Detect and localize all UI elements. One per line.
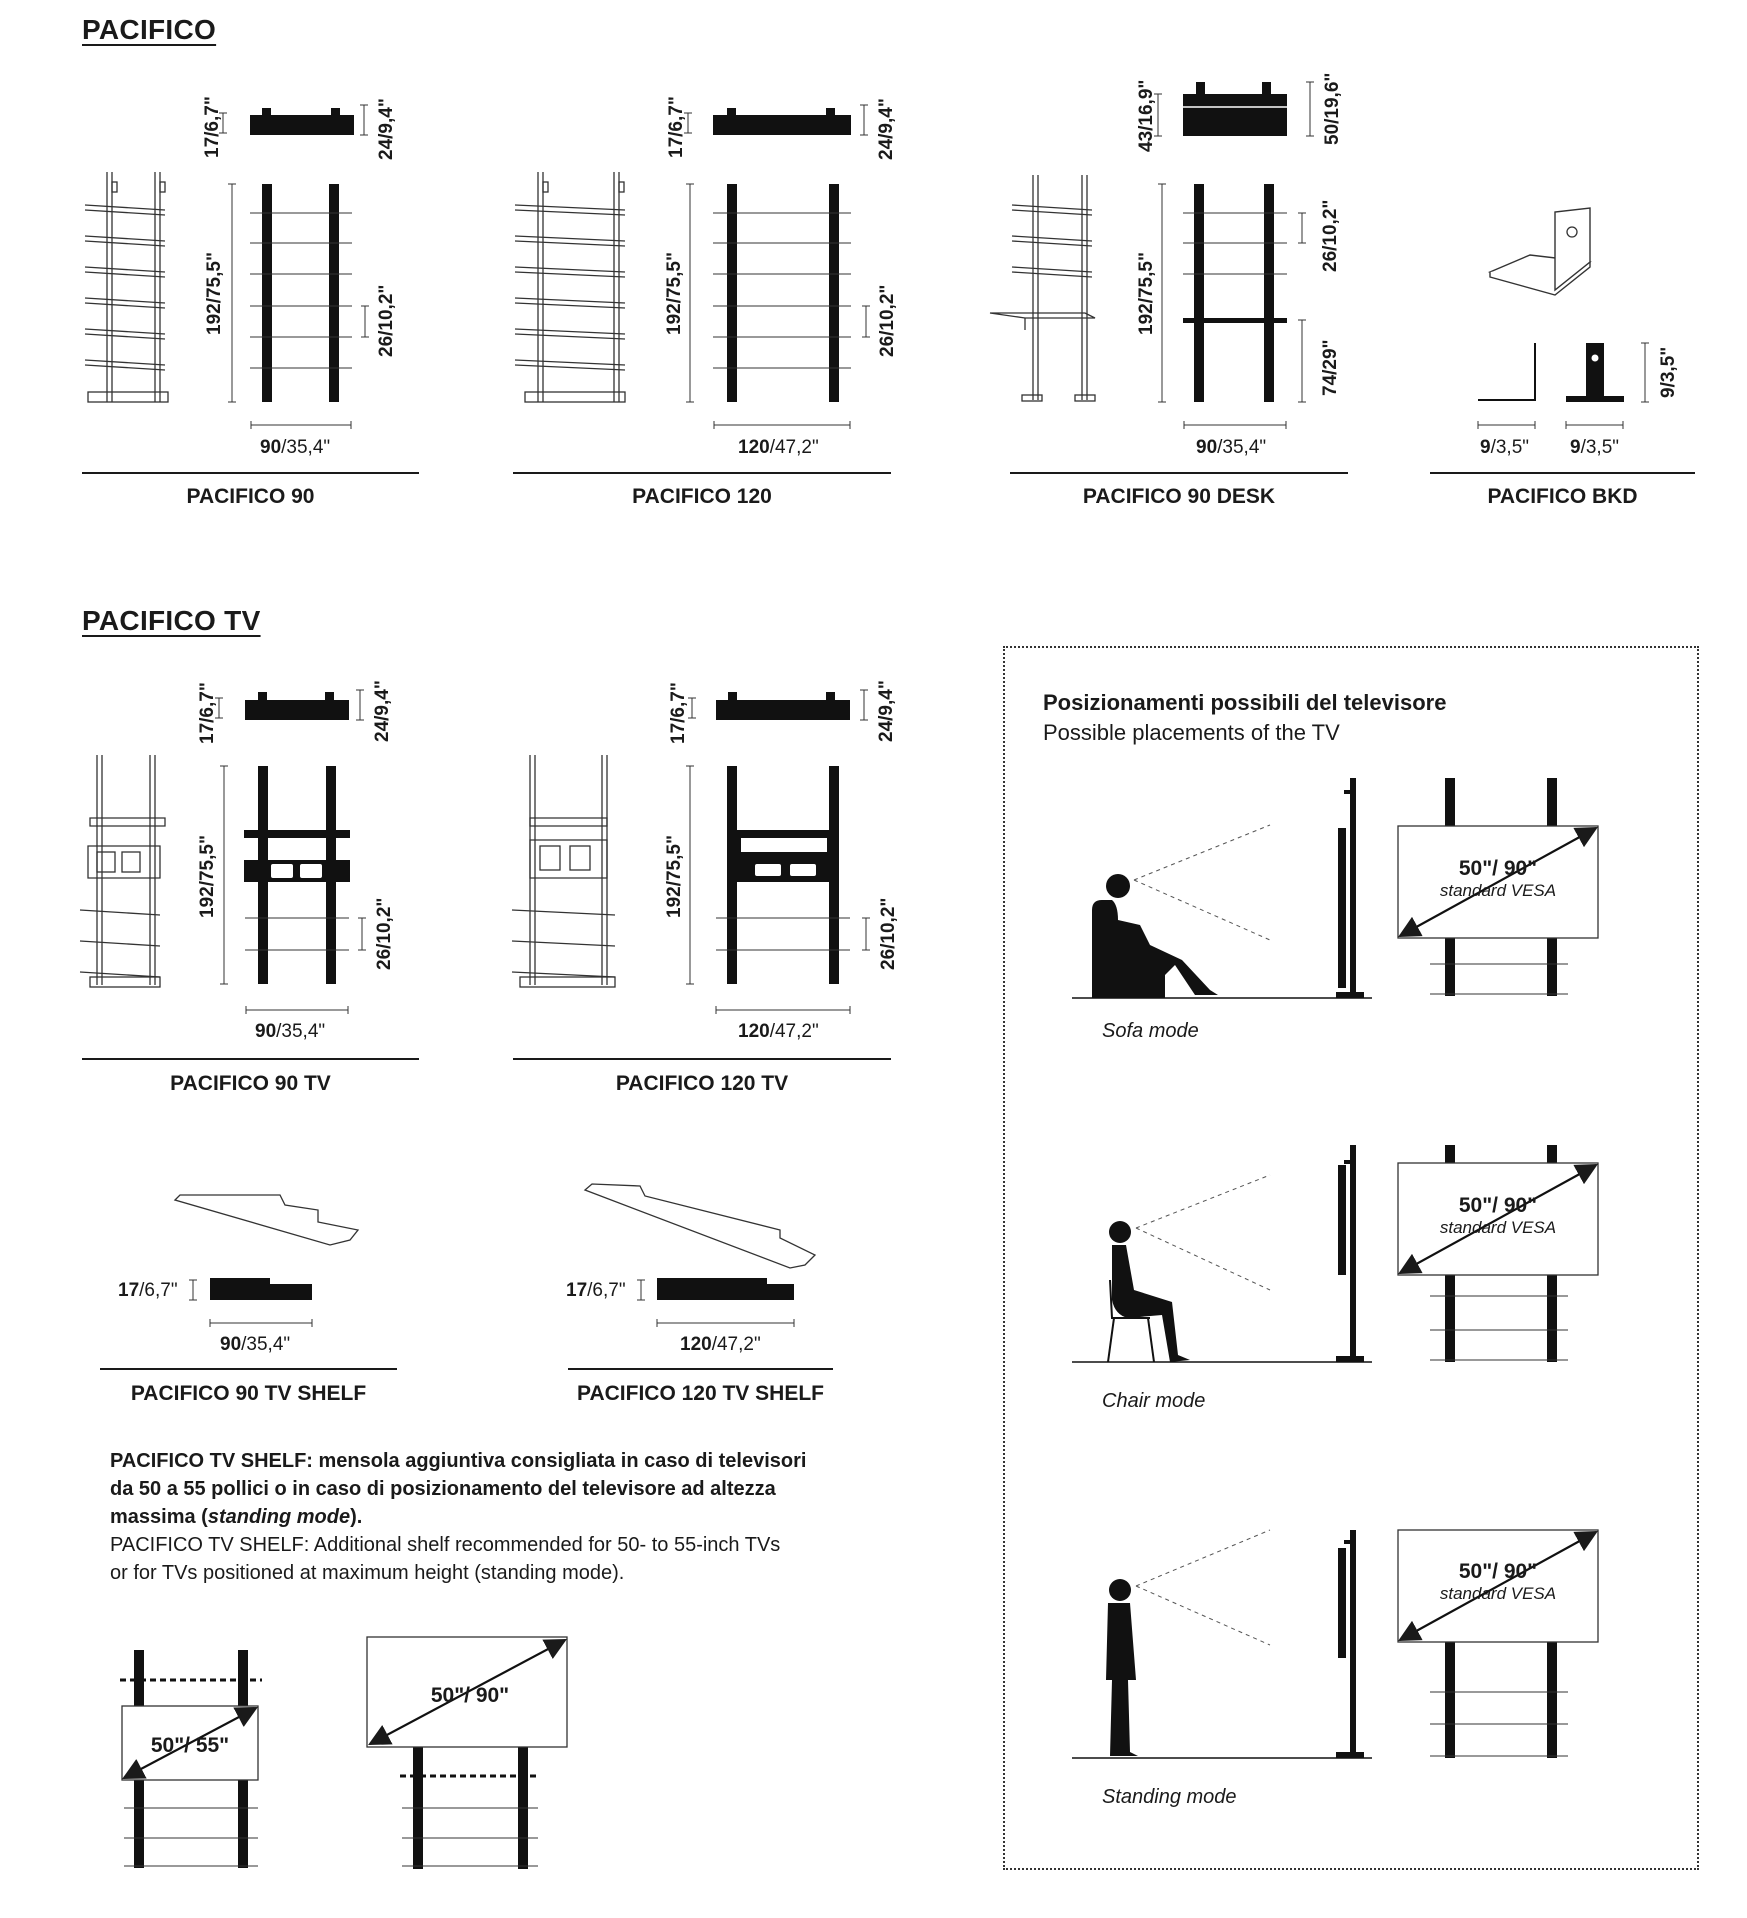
vesa-standing: standard VESA: [1439, 1584, 1557, 1603]
section-title-pacifico: PACIFICO: [82, 14, 217, 45]
dim-shelf120-h: 17/6,7": [566, 1280, 626, 1301]
shelf-large-tv-diagram: [367, 1637, 567, 1869]
shelf-small-tv-diagram: [120, 1650, 262, 1868]
pacifico-90-tv-drawing: [80, 690, 366, 1014]
dim-p120tv-24: 24/9,4": [876, 680, 897, 742]
note-en-line-2: or for TVs positioned at maximum height (standing mode).: [110, 1562, 625, 1584]
caption-rule-p120shelf: [568, 1368, 833, 1370]
pacifico-120-tv-drawing: [512, 690, 870, 1014]
note-en-line-1: PACIFICO TV SHELF: Additional shelf recommended for 50- to 55-inch TVs: [110, 1534, 781, 1556]
caption-pacifico-90: PACIFICO 90: [186, 485, 315, 508]
caption-pacifico-90-tv: PACIFICO 90 TV: [170, 1072, 331, 1095]
dim-bkd-w1: 9/3,5": [1480, 437, 1530, 458]
caption-rule-p120tv: [513, 1058, 891, 1060]
pacifico-bkd-drawing: [1478, 208, 1649, 429]
dim-bkd-w2: 9/3,5": [1570, 437, 1620, 458]
note-it-line-3: massima (standing mode).: [110, 1506, 363, 1528]
dim-desk-w: 90/35,4": [1196, 437, 1267, 458]
pacifico-90-tv-shelf-drawing: [175, 1195, 358, 1327]
caption-pacifico-90-tv-shelf: PACIFICO 90 TV SHELF: [130, 1382, 367, 1405]
dim-p90tv-24: 24/9,4": [372, 680, 393, 742]
pacifico-120-tv-shelf-drawing: [585, 1184, 815, 1327]
tv-shelf-note: [110, 1447, 880, 1587]
dim-p120-192: 192/75,5": [664, 252, 685, 335]
dim-bkd-h: 9/3,5": [1658, 346, 1679, 398]
caption-rule-p90tv: [82, 1058, 419, 1060]
vesa-sofa: standard VESA: [1439, 881, 1557, 900]
dim-shelf90-h: 17/6,7": [118, 1280, 178, 1301]
section-title-pacifico-tv: PACIFICO TV: [82, 605, 261, 636]
dim-p90-17: 17/6,7": [202, 96, 223, 158]
caption-rule-p90desk: [1010, 472, 1348, 474]
caption-pacifico-120-tv: PACIFICO 120 TV: [615, 1072, 789, 1095]
dim-p120-w: 120/47,2": [738, 437, 819, 458]
caption-rule-p90: [82, 472, 419, 474]
placements-title-en: Possible placements of the TV: [1043, 720, 1340, 745]
dim-p120-24: 24/9,4": [876, 98, 897, 160]
caption-pacifico-120-tv-shelf: PACIFICO 120 TV SHELF: [577, 1382, 824, 1405]
dim-desk-74: 74/29": [1320, 339, 1341, 396]
dim-p120tv-192: 192/75,5": [664, 835, 685, 918]
tv-size-chair: 50"/ 90": [1458, 1194, 1538, 1217]
dim-desk-50: 50/19,6": [1322, 72, 1343, 145]
dim-p120tv-26: 26/10,2": [878, 897, 899, 970]
dim-p90-26: 26/10,2": [376, 284, 397, 357]
dim-shelf120-w: 120/47,2": [680, 1334, 761, 1355]
tv-size-standing: 50"/ 90": [1458, 1560, 1538, 1583]
dim-p120tv-17: 17/6,7": [668, 682, 689, 744]
dim-p120-26: 26/10,2": [877, 284, 898, 357]
chair-mode-label: Chair mode: [1102, 1390, 1206, 1412]
dim-p120-17: 17/6,7": [666, 96, 687, 158]
dim-p90-w: 90/35,4": [260, 437, 331, 458]
large-tv-label: 50"/ 90": [430, 1684, 510, 1707]
sofa-mode-label: Sofa mode: [1102, 1020, 1199, 1042]
dim-p90tv-192: 192/75,5": [197, 835, 218, 918]
pacifico-120-drawing: [515, 105, 870, 429]
dim-desk-192: 192/75,5": [1136, 252, 1157, 335]
dim-p90tv-26: 26/10,2": [374, 897, 395, 970]
dim-shelf90-w: 90/35,4": [220, 1334, 291, 1355]
pacifico-90-drawing: [85, 105, 369, 429]
dim-p90tv-w: 90/35,4": [255, 1021, 326, 1042]
caption-pacifico-120: PACIFICO 120: [632, 485, 772, 508]
dim-p90-192: 192/75,5": [204, 252, 225, 335]
dim-desk-43: 43/16,9": [1136, 79, 1157, 152]
dim-desk-26: 26/10,2": [1320, 199, 1341, 272]
dim-p90tv-17: 17/6,7": [197, 682, 218, 744]
caption-rule-pbkd: [1430, 472, 1695, 474]
dim-p90-24: 24/9,4": [376, 98, 397, 160]
placements-title-it: Posizionamenti possibili del televisore: [1043, 690, 1447, 715]
vesa-chair: standard VESA: [1439, 1218, 1557, 1237]
note-it-line-2: da 50 a 55 pollici o in caso di posizionamento del televisore ad altezza: [110, 1478, 776, 1500]
standing-mode-label: Standing mode: [1102, 1786, 1237, 1808]
caption-pacifico-90-desk: PACIFICO 90 DESK: [1082, 485, 1276, 508]
small-tv-label: 50"/ 55": [150, 1734, 230, 1757]
note-it-line-1: PACIFICO TV SHELF: mensola aggiuntiva consigliata in caso di televisori: [110, 1450, 807, 1472]
caption-rule-p120: [513, 472, 891, 474]
dim-p120tv-w: 120/47,2": [738, 1021, 819, 1042]
caption-pacifico-bkd: PACIFICO BKD: [1487, 485, 1638, 508]
caption-rule-p90shelf: [100, 1368, 397, 1370]
tv-size-sofa: 50"/ 90": [1458, 857, 1538, 880]
placements-panel: [1003, 646, 1699, 1870]
